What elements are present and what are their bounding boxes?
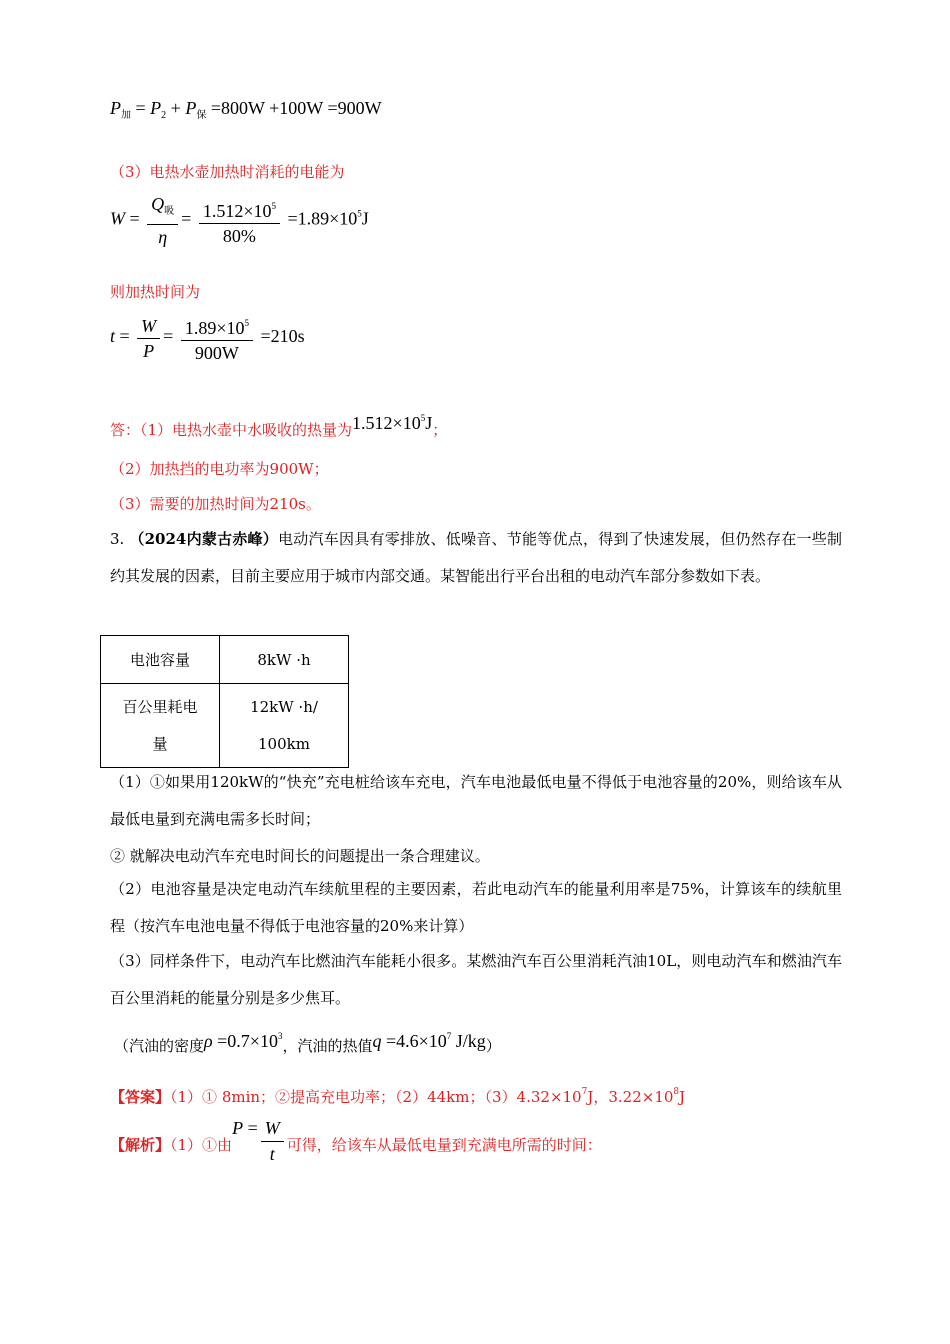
answer-line-1: 答：（1）电热水壶中水吸收的热量为$1.512\times 10^5J$； <box>110 413 448 439</box>
answer-line-2: （2）加热挡的电功率为900W； <box>110 460 329 478</box>
sub-question-1b: ② 就解决电动汽车充电时间长的问题提出一条合理建议。 <box>110 847 490 865</box>
analysis: 【解析】（1）①由P = $\frac{W}{t}$ 可得，给该车从最低电量到充满电所需的时间： <box>110 1118 602 1164</box>
table-cell-label: 电池容量 <box>101 636 220 684</box>
answer-line-3: （3）需要的加热时间为210s。 <box>110 495 321 513</box>
question-3: 3. （2024内蒙古赤峰）电动汽车因具有零排放、低噪音、节能等优点，得到了快速发展，但仍然存在一些制约其发展的因素，目前主要应用于城市内部交通。某智能出行平台出租的电动汽车部分参数如下表。 <box>110 530 842 585</box>
table-row <box>101 636 349 684</box>
table-cell-value: 8kW ·h <box>220 636 349 684</box>
parameter-table <box>100 635 349 768</box>
time-heading: 则加热时间为 <box>110 283 201 301</box>
sub-question-3: （3）同样条件下，电动汽车比燃油汽车能耗小很多。某燃油汽车百公里消耗汽油10L，则电动汽车和燃油汽车百公里消耗的能量分别是多少焦耳。 <box>110 952 842 1007</box>
sub-question-1a: （1）①如果用120kW的“快充”充电桩给该车充电，汽车电池最低电量不得低于电池容量的20%，则给该车从最低电量到充满电需多长时间； <box>110 773 842 828</box>
table-cell-label: 百公里耗电 量 <box>101 684 220 768</box>
fraction-energy-value: $\frac{1.512\times 10^5}{80\%}$ <box>199 196 280 246</box>
given-constants: （汽油的密度$\rho =0.7\times 10^3$，汽油的热值$q =4.6\times 10^7$ J/kg） <box>114 1031 501 1055</box>
sub-question-2: （2）电池容量是决定电动汽车续航里程的主要因素，若此电动汽车的能量利用率是75%，计算该车的续航里程（按汽车电池电量不得低于电池容量的20%来计算） <box>110 880 842 935</box>
formula-energy: W = $\frac{Q_吸}{\eta}$ = $\frac{1.512\times 10^5}{80\%}$ $=1.89\times 10^5J$ <box>110 194 369 247</box>
fraction-q-over-eta: $\frac{Q_吸}{\eta}$ <box>147 194 178 247</box>
formula-heating-power: $P_加 = P_2 + P_保 =800W +100W =900W$ <box>110 98 382 121</box>
table-cell-value: 12kW ·h/ 100km <box>220 684 349 768</box>
fraction-time-value: $\frac{1.89\times 10^5}{900W}$ <box>181 313 253 363</box>
step3-heading: （3）电热水壶加热时消耗的电能为 <box>110 163 345 181</box>
formula-time: t = $\frac{W}{P}$ = $\frac{1.89\times 10^5}{900W}$ =210s <box>110 313 305 363</box>
fraction-w-over-p: $\frac{W}{P}$ <box>137 316 160 361</box>
table-row <box>101 684 349 768</box>
fraction-w-over-t: $\frac{W}{t}$ <box>261 1118 284 1165</box>
answer-key: 【答案】（1）① 8min；②提高充电功率；（2）44km；$(3)4.32\times 10^7J$，$3.22\times 10^8J$ <box>110 1087 686 1106</box>
